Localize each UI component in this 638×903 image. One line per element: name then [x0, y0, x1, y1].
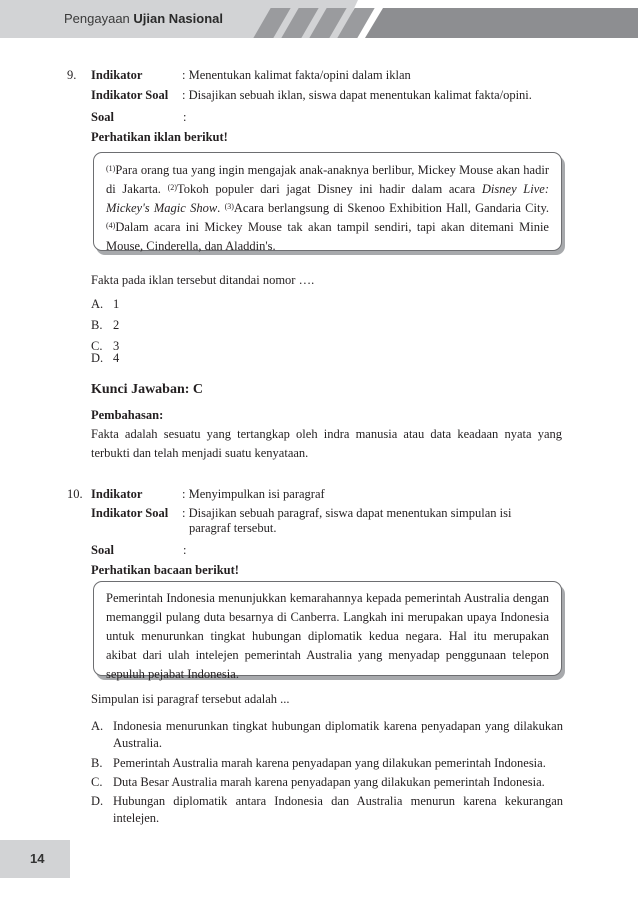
indikator-label: Indikator — [91, 487, 143, 501]
discussion-text: Fakta adalah sesuatu yang tertangkap oleh indra manusia atau data keadaan nyata yang terbukti dan telah menjadi suatu kenyataan. — [91, 427, 562, 460]
header-dark-band — [383, 8, 638, 38]
page-header — [0, 0, 638, 44]
indikator-soal-value: : Disajikan sebuah iklan, siswa dapat menentukan kalimat fakta/opini. — [182, 88, 532, 102]
indikator-soal-value-cont: paragraf tersebut. — [189, 521, 277, 535]
question-text: Simpulan isi paragraf tersebut adalah ... — [91, 692, 290, 706]
answer-key: Kunci Jawaban: C — [91, 382, 204, 397]
indikator-label: Indikator — [91, 68, 143, 82]
soal-label: Soal — [91, 110, 114, 124]
instruction: Perhatikan bacaan berikut! — [91, 563, 239, 577]
indikator-soal-label: Indikator Soal — [91, 88, 169, 102]
soal-label: Soal — [91, 543, 114, 557]
question-number: 10. — [67, 487, 83, 501]
advertisement-box: $^{(1)}$Para orang tua yang ingin mengajak anak-anaknya berlibur, Mickey Mouse akan hadir di Jakarta. $^{(2)}$Tokoh populer dari jagat Disney ini hadir dalam acara Disney Live: Mickey's Magic Show. $^{(3)}$Acara berlangsung di Skenoo Exhibition Hall, Gandaria City. $^{(4)}$Dalam acara ini Mickey Mouse tak akan tampil sendiri, tapi akan ditemani Minie Mouse, Cinderella, dan Aladdin's. — [93, 152, 562, 251]
soal-colon: : — [183, 543, 187, 557]
header-title: Pengayaan Ujian Nasional — [64, 11, 223, 26]
soal-colon: : — [183, 110, 187, 124]
indikator-soal-value: : Disajikan sebuah paragraf, siswa dapat menentukan simpulan isi — [182, 506, 512, 520]
discussion-title: Pembahasan: — [91, 408, 164, 422]
question-number: 9. — [67, 68, 77, 82]
reading-box: Pemerintah Indonesia menunjukkan kemarahannya kepada pemerintah Australia dengan memanggil pulang duta besarnya di Canberra. Langkah ini merupakan upaya Indonesia untuk menurunkan tingkat hubungan diplomatik kedua negara. Hal itu merupakan akibat dari ulah intelejen pemerintah Australia yang menyadap penggunaan telepon sepuluh pejabat Indonesia. — [93, 581, 562, 676]
indikator-soal-label: Indikator Soal — [91, 506, 169, 520]
question-text: Fakta pada iklan tersebut ditandai nomor …. — [91, 273, 315, 287]
page-number: 14 — [30, 851, 45, 866]
indikator-value: : Menentukan kalimat fakta/opini dalam iklan — [182, 68, 411, 82]
instruction: Perhatikan iklan berikut! — [91, 130, 228, 144]
indikator-value: : Menyimpulkan isi paragraf — [182, 487, 325, 501]
